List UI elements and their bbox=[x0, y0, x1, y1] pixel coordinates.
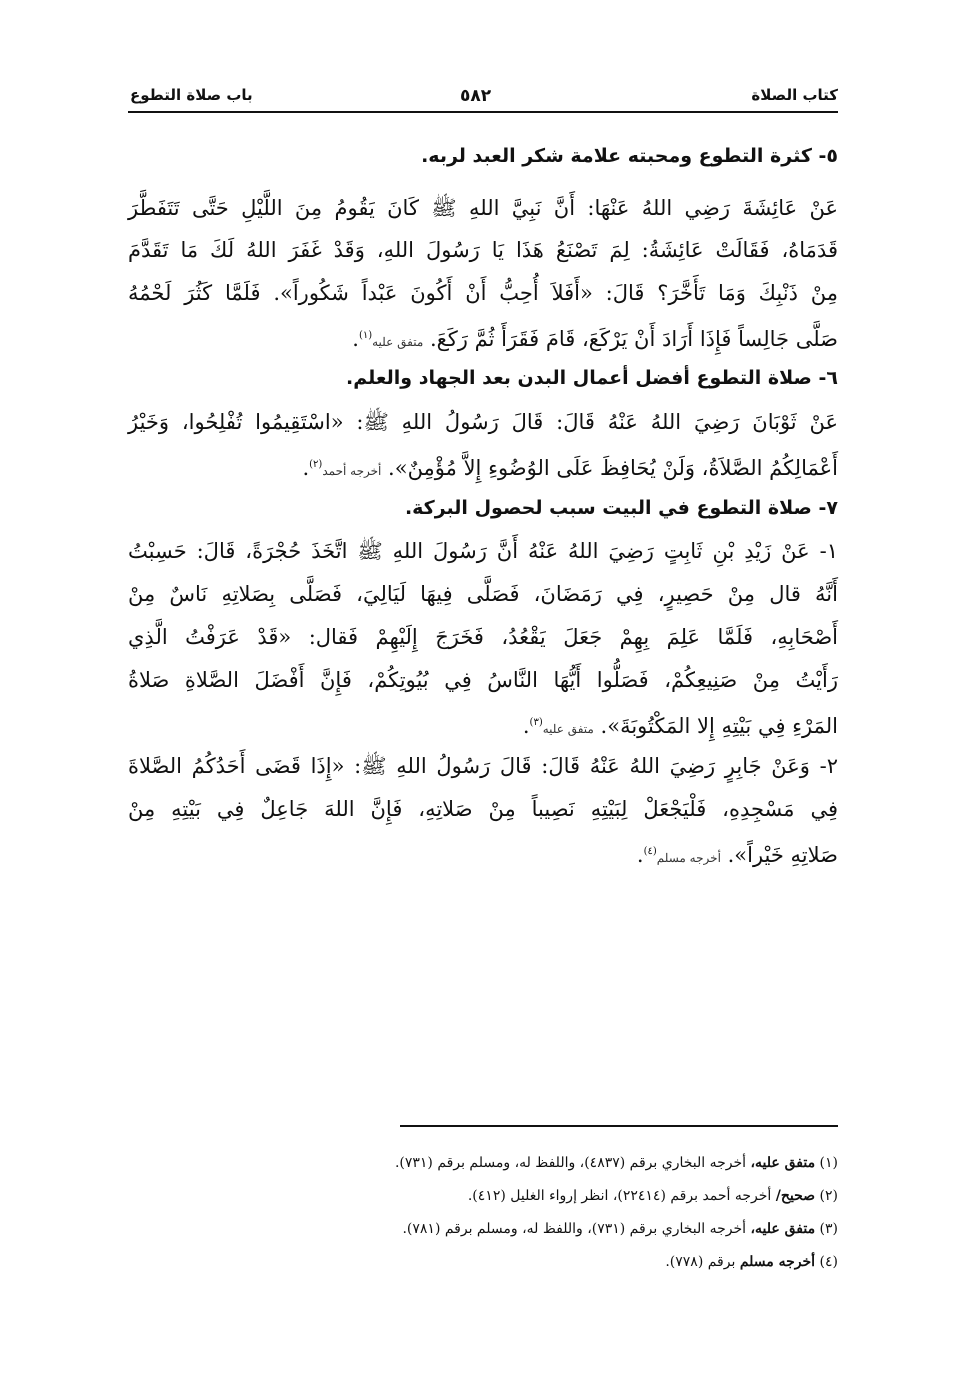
footnote bbox=[395, 1151, 838, 1175]
source-ref: أخرجه أحمد bbox=[322, 464, 382, 478]
source-ref: أخرجه مسلم bbox=[656, 851, 721, 865]
page-number: ٥٨٢ bbox=[460, 86, 492, 106]
text-line: صَلَّى جَالِساً فَإِذَا أَرَادَ أَنْ يَرْكَعَ، قَامَ فَقَرَأَ ثُمَّ رَكَعَ. متفق عليه$^{(١)}$. bbox=[352, 327, 838, 351]
text: المَرْءِ فِي بَيْتِهِ إِلا المَكْتُوبَةَ». bbox=[600, 714, 838, 738]
text-line: أَصْحَابِهِ، فَلَمَّا عَلِمَ بِهِمْ جَعَلَ يَقْعُدُ، فَخَرَجَ إِلَيْهِمْ فَقال: «قَدْ عَرَفْتُ الَّذِي bbox=[128, 625, 838, 649]
text-line: مِنْ ذَنْبِكَ وَمَا تَأَخَّرَ؟ قَالَ: «أَفَلاَ أُحِبُّ أَنْ أَكُونَ عَبْداً شَكُوراً». فَلَمَّا كَثُرَ لَحْمُهُ bbox=[128, 281, 838, 305]
source-ref: متفق عليه bbox=[372, 335, 424, 349]
text: أَعْمَالِكُمُ الصَّلاَةُ، وَلَنْ يُحَافِظَ عَلَى الوُضُوءِ إِلاَّ مُؤْمِنٌ». bbox=[388, 456, 838, 480]
footnote bbox=[402, 1217, 838, 1241]
header-rule bbox=[128, 111, 838, 113]
footnote-text: أخرجه البخاري برقم (٤٨٣٧)، واللفظ له، ومسلم برقم (٧٣١). bbox=[394, 1155, 747, 1171]
text-line: عَنْ عَائِشَةَ رَضِي اللهُ عَنْهَا: أَنَّ نَبِيَّ اللهِ ﷺ كَانَ يَقُومُ مِنَ اللَّيْلِ حَتَّى تَتَفَطَّرَ bbox=[128, 196, 838, 220]
text-line: ٢- وَعَنْ جَابِرٍ رَضِيَ اللهُ عَنْهُ قَالَ: قَالَ رَسُولُ اللهِ ﷺ: «إِذَا قَضَى أَحَدُكُمُ الصَّلاةَ bbox=[128, 754, 838, 778]
footnote-text: أخرجه أحمد برقم (٢٢٤١٤)، انظر إرواء الغليل (٤١٢). bbox=[467, 1188, 772, 1204]
text-line: أَنَّهُ قال مِنْ حَصِيرٍ، فِي رَمَضَانَ، فَصَلَّى فِيهَا لَيَالِيَ، فَصَلَّى بِصَلاتِهِ نَاسٌ مِنْ bbox=[128, 582, 838, 606]
footnote-lead: أخرجه مسلم bbox=[739, 1254, 816, 1270]
footnote bbox=[468, 1184, 838, 1208]
text-line: ١- عَنْ زَيْدِ بْنِ ثَابِتٍ رَضِيَ اللهُ عَنْهُ أَنَّ رَسُولَ اللهِ ﷺ اتَّخَذَ حُجْرَةً، قَالَ: حَسِبْتُ bbox=[128, 539, 838, 563]
footnote-marker: (٤) bbox=[643, 846, 657, 857]
source-ref: متفق عليه bbox=[542, 722, 594, 736]
text-line: قَدَمَاهُ، فَقَالَتْ عَائِشَةُ: لِمَ تَصْنَعُ هَذَا يَا رَسُولَ اللهِ، وَقَدْ غَفَرَ اللهُ لَكَ مَا تَقَدَّمَ bbox=[128, 238, 838, 262]
text: صَلاتِهِ خَيْراً». bbox=[727, 843, 838, 867]
footnote-text: أخرجه البخاري برقم (٧٣١)، واللفظ له، ومسلم برقم (٧٨١). bbox=[402, 1221, 747, 1237]
section-heading: ٦- صلاة التطوع أفضل أعمال البدن بعد الجهاد والعلم. bbox=[346, 367, 838, 389]
running-header-book: كتاب الصلاة bbox=[751, 86, 838, 104]
text-line: فِي مَسْجِدِهِ، فَلْيَجْعَلْ لِبَيْتِهِ نَصِيباً مِنْ صَلاتِهِ، فَإِنَّ اللهَ جَاعِلٌ فِي بَيْتِهِ مِنْ bbox=[128, 797, 838, 821]
text-line: صَلاتِهِ خَيْراً». أخرجه مسلم$^{(٤)}$. bbox=[636, 843, 838, 867]
footnote-lead: متفق عليه، bbox=[750, 1155, 816, 1171]
footnote-marker: (٢) bbox=[309, 459, 323, 470]
footnote-lead: متفق عليه، bbox=[750, 1221, 816, 1237]
text-line: المَرْءِ فِي بَيْتِهِ إِلا المَكْتُوبَةَ». متفق عليه$^{(٣)}$. bbox=[522, 714, 838, 738]
text-line: أَعْمَالِكُمُ الصَّلاَةُ، وَلَنْ يُحَافِظَ عَلَى الوُضُوءِ إِلاَّ مُؤْمِنٌ». أخرجه أحمد$^{(٢)}$. bbox=[302, 456, 838, 480]
footnote-number: (٣) bbox=[819, 1221, 838, 1237]
footnote-text: برقم (٧٧٨). bbox=[665, 1254, 736, 1270]
running-header-chapter: باب صلاة التطوع bbox=[130, 86, 253, 104]
text-line: عَنْ ثَوْبَانَ رَضِيَ اللهُ عَنْهُ قَالَ: قَالَ رَسُولُ اللهِ ﷺ: «اسْتَقِيمُوا تُفْلِحُوا، وَخَيْرُ bbox=[128, 410, 838, 434]
section-heading: ٧- صلاة التطوع في البيت سبب لحصول البركة. bbox=[404, 497, 838, 519]
footnote bbox=[665, 1250, 838, 1274]
footnote-marker: (٣) bbox=[529, 717, 543, 728]
footnote-marker: (١) bbox=[358, 330, 373, 341]
footnote-lead: صحيح/ bbox=[775, 1188, 816, 1204]
footnote-rule bbox=[400, 1125, 838, 1127]
text-line: رَأَيْتُ مِنْ صَنِيعِكُمْ، فَصَلُّوا أَيُّهَا النَّاسُ فِي بُيُوتِكُمْ، فَإِنَّ أَفْضَلَ الصَّلاةِ صَلاةُ bbox=[128, 668, 838, 692]
text: صَلَّى جَالِساً فَإِذَا أَرَادَ أَنْ يَرْكَعَ، قَامَ فَقَرَأَ ثُمَّ رَكَعَ. bbox=[429, 327, 838, 351]
footnote-number: (١) bbox=[819, 1155, 838, 1171]
section-heading: ٥- كثرة التطوع ومحبته علامة شكر العبد لربه. bbox=[421, 145, 838, 167]
footnote-number: (٤) bbox=[819, 1254, 838, 1270]
footnote-number: (٢) bbox=[819, 1188, 838, 1204]
